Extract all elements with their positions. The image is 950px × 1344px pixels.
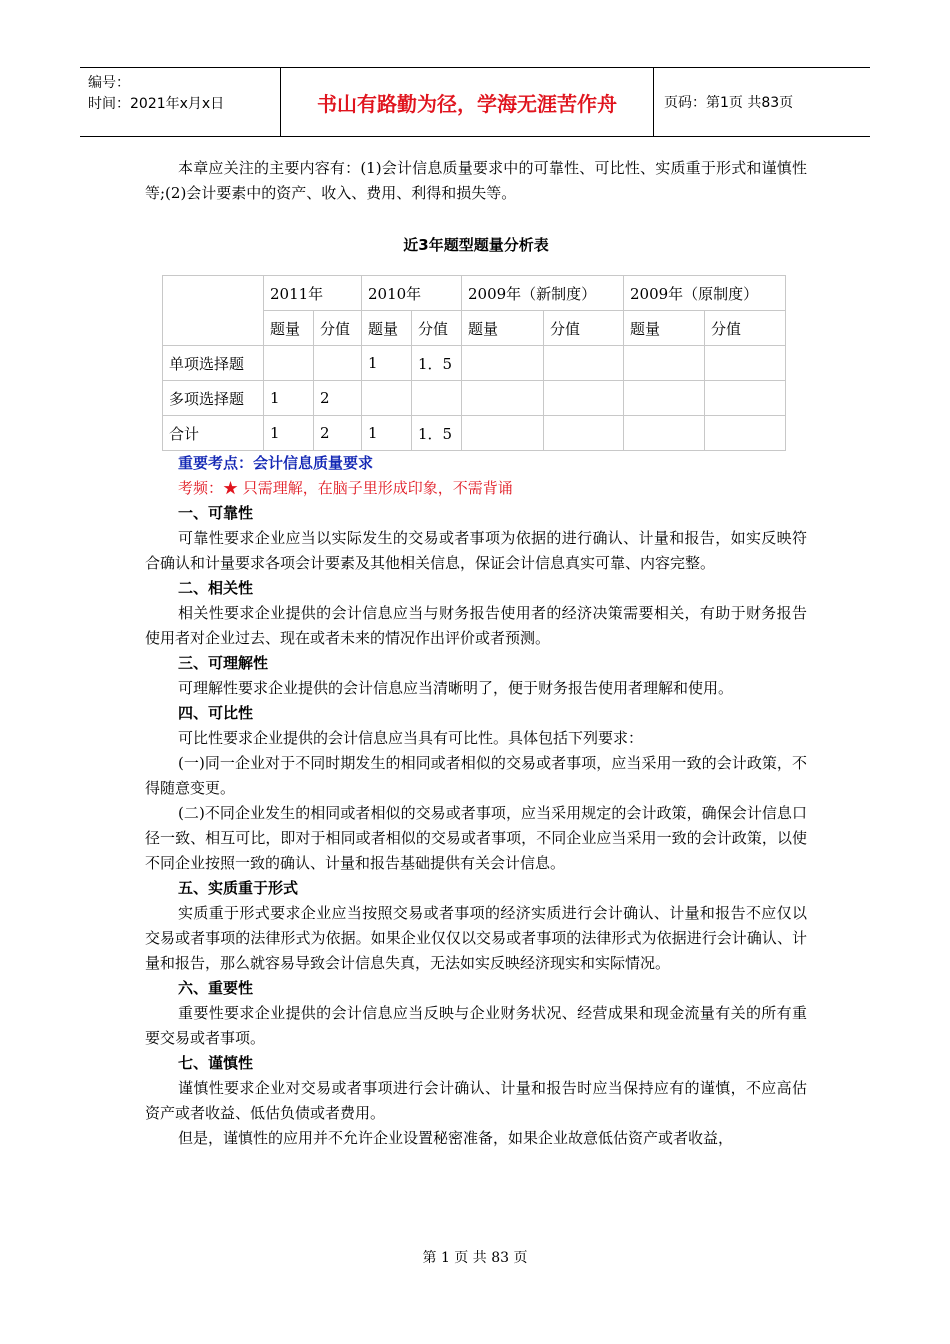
- section-title: 三、可理解性: [178, 654, 269, 672]
- table-cell: [624, 381, 705, 416]
- table-title: 近3年题型题量分析表: [403, 236, 549, 254]
- table-cell: [705, 381, 786, 416]
- table-row: [163, 381, 786, 416]
- row-label: 多项选择题: [163, 381, 264, 416]
- table-cell: 1: [264, 416, 314, 451]
- table-cell: [544, 346, 624, 381]
- table-cell: [412, 381, 462, 416]
- section-paragraph: (二)不同企业发生的相同或者相似的交易或者事项，应当采用规定的会计政策，确保会计信息口径一致、相互可比，即对于相同或者相似的交易或者事项，不同企业应当采用一致的会计政策，以使不同企业按照一致的确认、计量和报告基础提供有关会计信息。: [145, 804, 807, 872]
- table-cell: 2: [314, 416, 362, 451]
- section-title: 二、相关性: [178, 579, 254, 597]
- section-paragraph: 但是，谨慎性的应用并不允许企业设置秘密准备，如果企业故意低估资产或者收益，: [178, 1129, 734, 1147]
- document-body: [145, 156, 807, 1151]
- table-cell: 2: [314, 381, 362, 416]
- subheader-cell: 题量: [264, 311, 314, 346]
- table-cell: 1: [264, 381, 314, 416]
- subheader-cell: 题量: [362, 311, 412, 346]
- table-cell: [624, 346, 705, 381]
- row-label: 合计: [163, 416, 264, 451]
- section-title: 六、重要性: [178, 979, 254, 997]
- question-analysis-table: [162, 275, 786, 451]
- table-year-row: [163, 276, 786, 311]
- section-paragraph: 可理解性要求企业提供的会计信息应当清晰明了，便于财务报告使用者理解和使用。: [178, 679, 734, 697]
- table-cell: [544, 381, 624, 416]
- page-header: [80, 67, 870, 137]
- subheader-cell: 题量: [624, 311, 705, 346]
- table-cell: [462, 381, 544, 416]
- serial-label: 编号：: [88, 75, 130, 91]
- section-paragraph: 可比性要求企业提供的会计信息应当具有可比性。具体包括下列要求：: [178, 729, 644, 747]
- section-title: 七、谨慎性: [178, 1054, 254, 1072]
- table-row: [163, 416, 786, 451]
- table-cell: [314, 346, 362, 381]
- intro-paragraph: 本章应关注的主要内容有：(1)会计信息质量要求中的可靠性、可比性、实质重于形式和谨慎性等;(2)会计要素中的资产、收入、费用、利得和损失等。: [145, 159, 807, 202]
- subheader-cell: 分值: [314, 311, 362, 346]
- section-paragraph: 实质重于形式要求企业应当按照交易或者事项的经济实质进行会计确认、计量和报告不应仅以交易或者事项的法律形式为依据。如果企业仅仅以交易或者事项的法律形式为依据进行会计确认、计量和报告，那么就容易导致会计信息失真，无法如实反映经济现实和实际情况。: [145, 904, 807, 972]
- section-paragraph: 相关性要求企业提供的会计信息应当与财务报告使用者的经济决策需要相关，有助于财务报告使用者对企业过去、现在或者未来的情况作出评价或者预测。: [145, 604, 807, 647]
- section-paragraph: (一)同一企业对于不同时期发生的相同或者相似的交易或者事项，应当采用一致的会计政策，不得随意变更。: [145, 754, 807, 797]
- year-header: 2011年: [264, 276, 362, 311]
- subheader-cell: 分值: [544, 311, 624, 346]
- table-cell: [624, 416, 705, 451]
- table-cell: 1．5: [412, 346, 462, 381]
- header-motto: 书山有路勤为径，学海无涯苦作舟: [281, 68, 654, 136]
- table-cell: [544, 416, 624, 451]
- page-footer: 第 1 页 共 83 页: [422, 1250, 528, 1266]
- table-cell: 1．5: [412, 416, 462, 451]
- year-header: 2009年（原制度）: [624, 276, 786, 311]
- section-paragraph: 重要性要求企业提供的会计信息应当反映与企业财务状况、经营成果和现金流量有关的所有重要交易或者事项。: [145, 1004, 807, 1047]
- table-cell: [705, 346, 786, 381]
- section-title: 一、可靠性: [178, 504, 254, 522]
- table-cell: [705, 416, 786, 451]
- row-label: 单项选择题: [163, 346, 264, 381]
- subheader-cell: 题量: [462, 311, 544, 346]
- table-cell: [462, 346, 544, 381]
- table-cell: 1: [362, 346, 412, 381]
- header-meta: [80, 68, 281, 136]
- frequency-note: 考频：★ 只需理解，在脑子里形成印象，不需背诵: [178, 479, 513, 497]
- time-label: 时间：2021年x月x日: [88, 96, 225, 112]
- section-paragraph: 可靠性要求企业应当以实际发生的交易或者事项为依据的进行确认、计量和报告，如实反映符合确认和计量要求各项会计要素及其他相关信息，保证会计信息真实可靠、内容完整。: [145, 529, 807, 572]
- section-paragraph: 谨慎性要求企业对交易或者事项进行会计确认、计量和报告时应当保持应有的谨慎，不应高估资产或者收益、低估负债或者费用。: [145, 1079, 807, 1122]
- year-header: 2009年（新制度）: [462, 276, 624, 311]
- table-cell: [462, 416, 544, 451]
- section-title: 五、实质重于形式: [178, 879, 299, 897]
- year-header: 2010年: [362, 276, 462, 311]
- table-cell: [362, 381, 412, 416]
- section-title: 四、可比性: [178, 704, 254, 722]
- table-cell: 1: [362, 416, 412, 451]
- subheader-cell: 分值: [412, 311, 462, 346]
- table-cell: [264, 346, 314, 381]
- table-corner-cell: [163, 276, 264, 346]
- subheader-cell: 分值: [705, 311, 786, 346]
- key-point: 重要考点：会计信息质量要求: [178, 454, 374, 472]
- table-row: [163, 346, 786, 381]
- header-page-label: 页码：第1页 共83页: [664, 95, 794, 111]
